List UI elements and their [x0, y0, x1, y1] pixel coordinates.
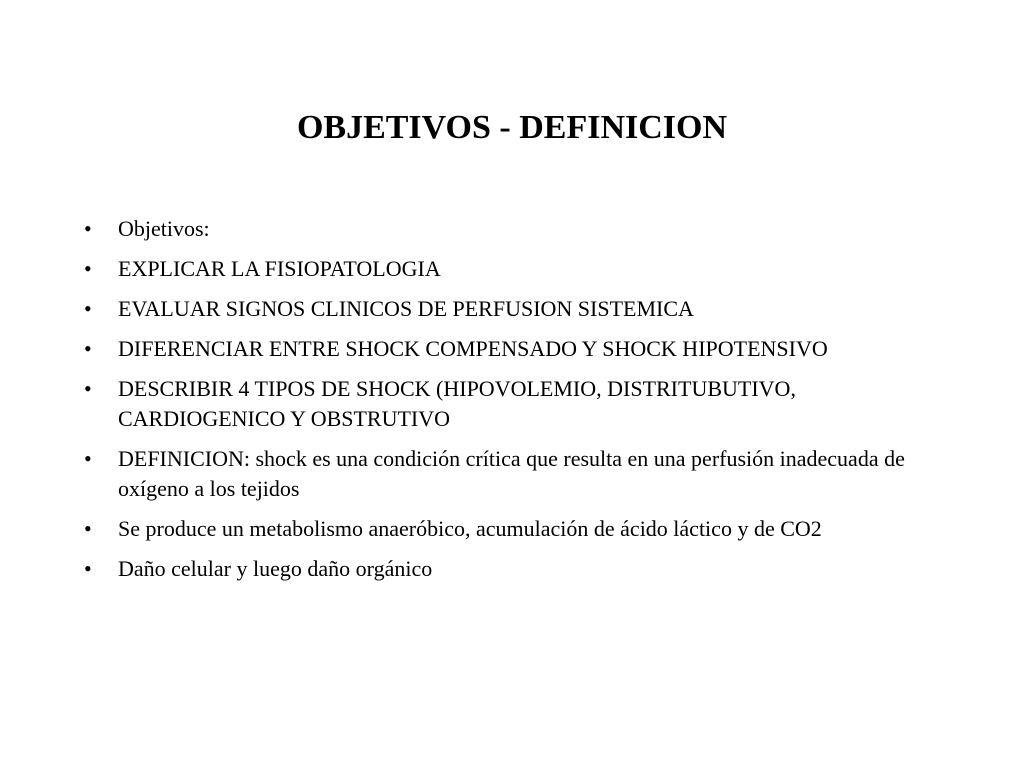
bullet-text: DEFINICION: shock es una condición crítica que resulta en una perfusión inadecuada de oxígeno a los tejidos: [118, 446, 905, 501]
bullet-text: DIFERENCIAR ENTRE SHOCK COMPENSADO Y SHOCK HIPOTENSIVO: [118, 336, 828, 361]
bullet-item: [84, 374, 964, 434]
bullet-icon: •: [84, 216, 92, 241]
bullet-icon: •: [84, 256, 92, 281]
bullet-item: [84, 334, 964, 364]
slide-title: OBJETIVOS - DEFINICION: [296, 109, 728, 146]
bullet-text: DESCRIBIR 4 TIPOS DE SHOCK (HIPOVOLEMIO, DISTRITUBUTIVO, CARDIOGENICO Y OBSTRUTIVO: [118, 376, 796, 431]
bullet-text: Objetivos:: [118, 216, 210, 241]
bullet-text: EXPLICAR LA FISIOPATOLOGIA: [118, 256, 441, 281]
bullet-icon: •: [84, 296, 92, 321]
bullet-icon: •: [84, 446, 92, 471]
bullet-item: [84, 514, 964, 544]
bullet-item: [84, 554, 964, 584]
bullet-icon: •: [84, 516, 92, 541]
bullet-item: [84, 254, 964, 284]
bullet-icon: •: [84, 556, 92, 581]
bullet-icon: •: [84, 376, 92, 401]
bullet-text: EVALUAR SIGNOS CLINICOS DE PERFUSION SISTEMICA: [118, 296, 694, 321]
bullet-icon: •: [84, 336, 92, 361]
bullet-item: [84, 294, 964, 324]
bullet-text: Daño celular y luego daño orgánico: [118, 556, 433, 581]
bullet-text: Se produce un metabolismo anaeróbico, acumulación de ácido láctico y de CO2: [118, 516, 822, 541]
bullet-item: [84, 444, 964, 504]
bullet-list: [84, 214, 964, 594]
bullet-item: [84, 214, 964, 244]
